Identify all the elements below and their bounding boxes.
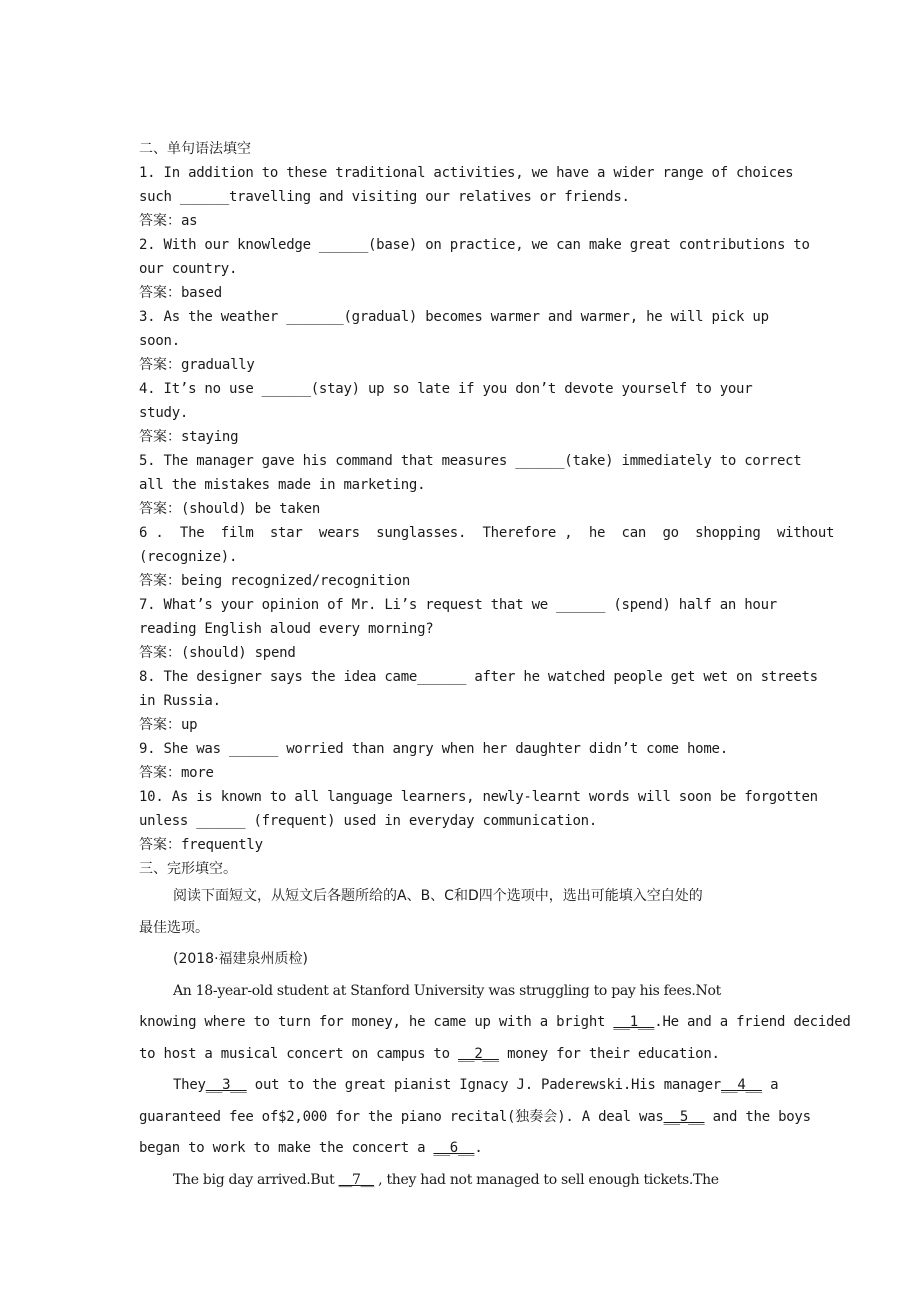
blank-5: __5__ <box>663 1108 705 1125</box>
passage-text: .He and a friend decided <box>654 1014 851 1030</box>
passage-text: The big day arrived.But <box>173 1171 339 1188</box>
question-line: 4. It’s no use ______(stay) up so late if you don’t devote yourself to your <box>139 381 753 397</box>
passage-line <box>139 1133 829 1165</box>
passage-line <box>139 1102 829 1134</box>
question-item <box>139 737 829 785</box>
question-line: all the mistakes made in marketing. <box>139 477 426 493</box>
passage-text: guaranteed fee of$2,000 for the piano recital( <box>139 1108 516 1125</box>
passage-text: a <box>761 1077 779 1093</box>
question-item <box>139 449 829 521</box>
cloze-source: (2018·福建泉州质检) <box>173 951 309 967</box>
question-item <box>139 785 829 857</box>
section-heading-cloze: 三、完形填空。 <box>139 861 237 877</box>
question-line: reading English aloud every morning? <box>139 621 434 637</box>
cloze-instruction: 阅读下面短文，从短文后各题所给的A、B、C和D四个选项中，选出可能填入空白处的 <box>173 888 703 904</box>
answer-text: as <box>181 213 198 229</box>
answer-line <box>139 761 829 785</box>
question-item <box>139 665 829 737</box>
answer-line <box>139 497 829 521</box>
answer-line <box>139 281 829 305</box>
question-item <box>139 593 829 665</box>
answer-text: being recognized/recognition <box>181 573 411 589</box>
cloze-paragraph-3 <box>139 1165 829 1197</box>
passage-line <box>139 1007 851 1039</box>
passage-text: money for their education. <box>498 1045 720 1062</box>
question-item <box>139 233 829 305</box>
answer-label: 答案： <box>139 357 181 373</box>
blank-3: __3__ <box>205 1077 247 1093</box>
question-list <box>139 161 835 857</box>
question-line: 5. The manager gave his command that measures ______(take) immediately to correct <box>139 453 802 469</box>
question-item <box>139 161 829 233</box>
question-item <box>139 305 829 377</box>
answer-label: 答案： <box>139 429 181 445</box>
answer-label: 答案： <box>139 573 181 589</box>
passage-text: knowing where to turn for money, he came up with a bright <box>139 1014 614 1030</box>
answer-label: 答案： <box>139 285 181 301</box>
passage-text: to host a musical concert on campus to <box>139 1045 458 1062</box>
document-content <box>139 137 851 1196</box>
question-line: 6 . The film star wears sunglasses. Therefore , he can go shopping without <box>139 525 835 541</box>
passage-text: ). A deal was <box>557 1108 664 1125</box>
question-line: soon. <box>139 333 180 349</box>
blank-2: __2__ <box>457 1045 499 1062</box>
passage-line <box>139 1070 829 1102</box>
answer-label: 答案： <box>139 501 181 517</box>
question-line: our country. <box>139 261 238 277</box>
question-line: 7. What’s your opinion of Mr. Li’s request that we ______ (spend) half an hour <box>139 597 777 613</box>
question-line: 8. The designer says the idea came______ after he watched people get wet on streets <box>139 669 818 685</box>
answer-label: 答案： <box>139 765 181 781</box>
answer-line <box>139 209 829 233</box>
answer-label: 答案： <box>139 645 181 661</box>
passage-text: . <box>474 1140 483 1156</box>
answer-text: based <box>181 285 222 301</box>
passage-line <box>139 1165 829 1197</box>
question-line: unless ______ (frequent) used in everyday communication. <box>139 813 598 829</box>
answer-line <box>139 641 829 665</box>
answer-line <box>139 353 829 377</box>
question-line: (recognize). <box>139 549 238 565</box>
answer-text: more <box>181 765 214 781</box>
answer-text: gradually <box>181 357 255 373</box>
cloze-paragraph-2 <box>139 1070 829 1165</box>
question-line: study. <box>139 405 189 421</box>
section-heading-grammar: 二、单句语法填空 <box>139 141 251 157</box>
question-line: such ______travelling and visiting our relatives or friends. <box>139 189 630 205</box>
question-line: 1. In addition to these traditional activities, we have a wider range of choices <box>139 165 794 181</box>
answer-line <box>139 425 829 449</box>
answer-text: up <box>181 717 198 733</box>
blank-7: __7__ <box>338 1171 375 1188</box>
passage-text: began to work to make the concert a <box>139 1140 434 1156</box>
passage-text: and the boys <box>704 1108 811 1125</box>
question-line: 2. With our knowledge ______(base) on practice, we can make great contributions to <box>139 237 810 253</box>
answer-label: 答案： <box>139 837 181 853</box>
passage-text: They <box>173 1077 206 1093</box>
passage-line <box>139 1039 829 1071</box>
answer-line <box>139 713 829 737</box>
question-line: 3. As the weather _______(gradual) becomes warmer and warmer, he will pick up <box>139 309 769 325</box>
answer-line <box>139 569 829 593</box>
answer-text: (should) spend <box>181 645 296 661</box>
passage-text: 独奏会 <box>515 1108 558 1125</box>
answer-label: 答案： <box>139 717 181 733</box>
blank-1: __1__ <box>613 1014 655 1030</box>
question-line: 10. As is known to all language learners, newly-learnt words will soon be forgotten <box>139 789 818 805</box>
passage-text: , they had not managed to sell enough tickets.The <box>374 1171 719 1188</box>
question-line: in Russia. <box>139 693 221 709</box>
question-item <box>139 377 829 449</box>
answer-text: staying <box>181 429 239 445</box>
cloze-instruction-cont: 最佳选项。 <box>139 919 209 936</box>
answer-text: (should) be taken <box>181 501 321 517</box>
answer-text: frequently <box>181 837 263 853</box>
cloze-paragraph-1 <box>139 976 851 1071</box>
answer-line <box>139 833 829 857</box>
passage-line: An 18-year-old student at Stanford University was struggling to pay his fees.Not <box>173 982 721 999</box>
question-item <box>139 521 835 593</box>
blank-6: __6__ <box>433 1140 475 1156</box>
question-line: 9. She was ______ worried than angry when her daughter didn’t come home. <box>139 741 728 757</box>
answer-label: 答案： <box>139 213 181 229</box>
passage-text: out to the great pianist Ignacy J. Paderewski.His manager <box>246 1077 721 1093</box>
blank-4: __4__ <box>721 1077 762 1093</box>
